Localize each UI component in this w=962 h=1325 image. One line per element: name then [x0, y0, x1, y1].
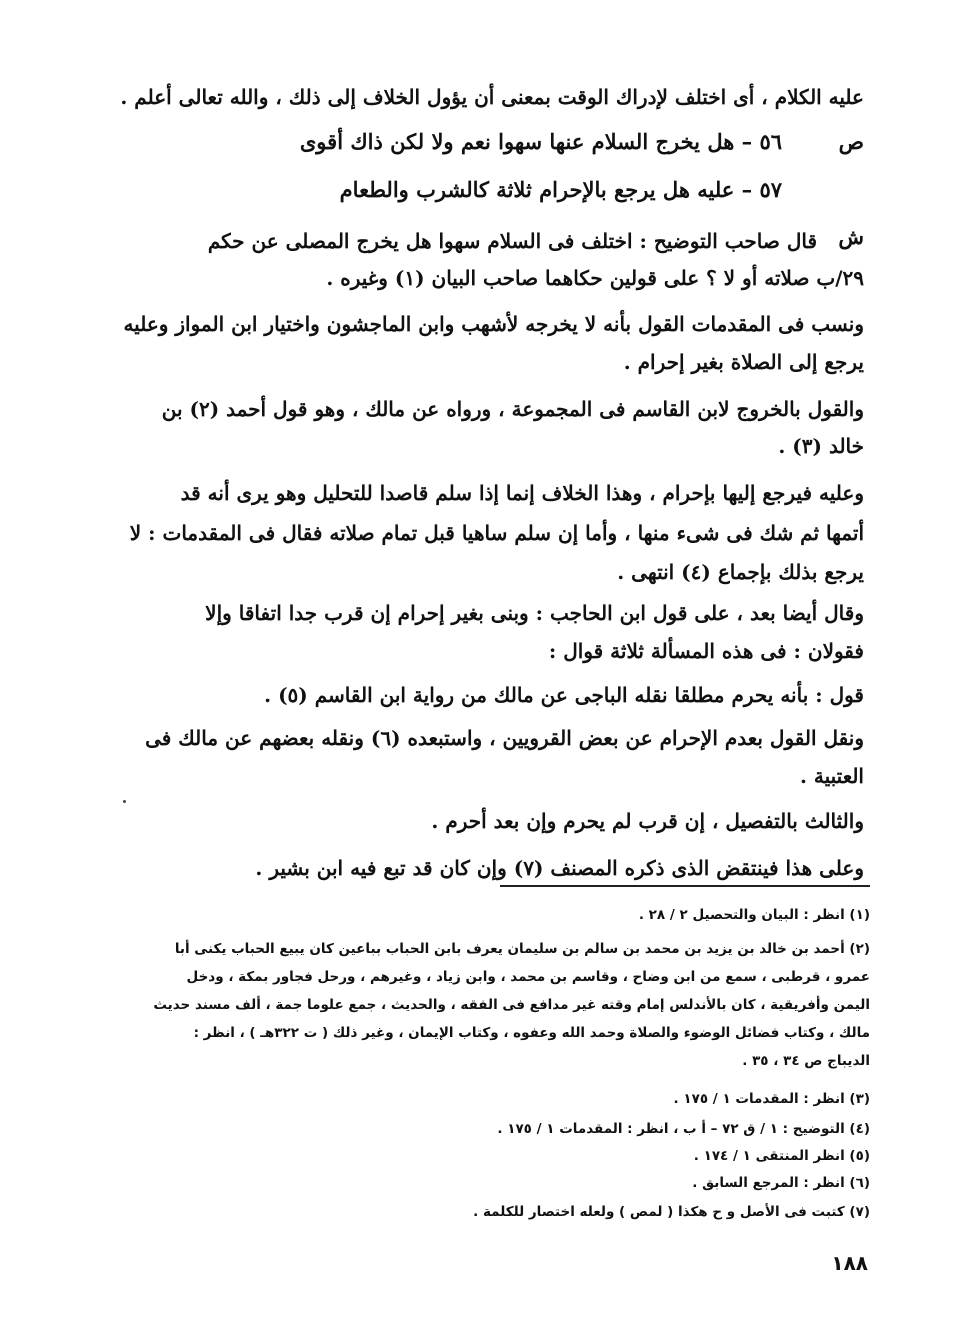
- verse-56: ٥٦ – هل يخرج السلام عنها سهوا نعم ولا لكن ذاك أقوى: [299, 129, 782, 154]
- text-line-10: يرجع بذلك بإجماع (٤) انتهى .: [617, 560, 864, 584]
- verse-marker-shin: ش: [838, 224, 864, 249]
- footnote-rule: [500, 885, 870, 887]
- footnote-4: (٤) التوضيح : ١ / ق ٧٢ – أ ب ، انظر : المقدمات ١ / ١٧٥ .: [497, 1121, 870, 1137]
- speck: [123, 800, 126, 803]
- text-line-16: والثالث بالتفصيل ، إن قرب لم يحرم وإن بعد أحرم .: [431, 809, 864, 833]
- text-line-2: قال صاحب التوضيح : اختلف فى السلام سهوا هل يخرج المصلى عن حكم: [207, 229, 817, 253]
- text-line-13: قول : بأنه يحرم مطلقا نقله الباجى عن مالك من رواية ابن القاسم (٥) .: [264, 683, 864, 707]
- text-line-1: عليه الكلام ، أى اختلف لإدراك الوقت بمعنى أن يؤول الخلاف إلى ذلك ، والله تعالى أعلم .: [120, 85, 864, 109]
- footnote-5: (٥) انظر المنتقى ١ / ١٧٤ .: [693, 1148, 870, 1164]
- footnote-2-cont-1: عمرو ، قرطبى ، سمع من ابن وضاح ، وقاسم بن محمد ، وابن زياد ، وغيرهم ، ورحل فجاور بمكة ، ودخل: [186, 969, 870, 985]
- text-line-9: أتمها ثم شك فى شىء منها ، وأما إن سلم ساهيا قبل تمام صلاته فقال فى المقدمات : لا: [129, 521, 864, 545]
- text-line-4: ونسب فى المقدمات القول بأنه لا يخرجه لأشهب وابن الماجشون واختيار ابن المواز وعليه: [123, 312, 864, 336]
- text-line-5: يرجع إلى الصلاة بغير إحرام .: [623, 350, 864, 374]
- text-line-12: فقولان : فى هذه المسألة ثلاثة قوال :: [548, 639, 864, 663]
- text-line-8: وعليه فيرجع إليها بإحرام ، وهذا الخلاف إنما إذا سلم قاصدا للتحليل وهو يرى أنه قد: [180, 481, 864, 505]
- text-line-6: والقول بالخروج لابن القاسم فى المجموعة ، ورواه عن مالك ، وهو قول أحمد (٢) بن: [161, 397, 864, 421]
- footnote-2-cont-2: اليمن وأفريقية ، كان بالأندلس إمام وقته غير مدافع فى الفقه ، والحديث ، جمع علوما جمة ، ألف مسند حديث: [153, 997, 870, 1013]
- footnote-1: (١) انظر : البيان والتحصيل ٢ / ٢٨ .: [638, 907, 870, 923]
- footnote-6: (٦) انظر : المرجع السابق .: [692, 1175, 870, 1191]
- footnote-3: (٣) انظر : المقدمات ١ / ١٧٥ .: [673, 1091, 870, 1107]
- text-line-17: وعلى هذا فينتقض الذى ذكره المصنف (٧) وإن كان قد تبع فيه ابن بشير .: [255, 856, 864, 880]
- text-line-3: ٢٩/ب صلاته أو لا ؟ على قولين حكاهما صاحب البيان (١) وغيره .: [326, 266, 864, 290]
- text-line-15: العتبية .: [799, 764, 864, 788]
- footnote-2-cont-3: مالك ، وكتاب فضائل الوضوء والصلاة وحمد الله وعفوه ، وكتاب الإيمان ، وغير ذلك ( ت ٣٢٢هـ ) ، انظر :: [193, 1025, 870, 1041]
- footnote-7: (٧) كتبت فى الأصل و ح هكذا ( لمص ) ولعله اختصار للكلمة .: [473, 1204, 870, 1220]
- page-number: ١٨٨: [831, 1251, 868, 1275]
- footnote-2-cont-4: الديباج ص ٣٤ ، ٣٥ .: [742, 1053, 870, 1069]
- verse-marker-sad: ص: [838, 129, 864, 154]
- footnote-2: (٢) أحمد بن خالد بن يزيد بن محمد بن سالم بن سليمان يعرف بابن الحباب بباعين كان يبيع الحباب يكنى أبا: [174, 941, 870, 957]
- verse-57: ٥٧ – عليه هل يرجع بالإحرام ثلاثة كالشرب والطعام: [339, 177, 782, 202]
- text-line-7: خالد (٣) .: [778, 434, 864, 458]
- text-line-14: ونقل القول بعدم الإحرام عن بعض القرويين ، واستبعده (٦) ونقله بعضهم عن مالك فى: [145, 726, 864, 750]
- text-line-11: وقال أيضا بعد ، على قول ابن الحاجب : وبنى بغير إحرام إن قرب جدا اتفاقا وإلا: [205, 601, 864, 625]
